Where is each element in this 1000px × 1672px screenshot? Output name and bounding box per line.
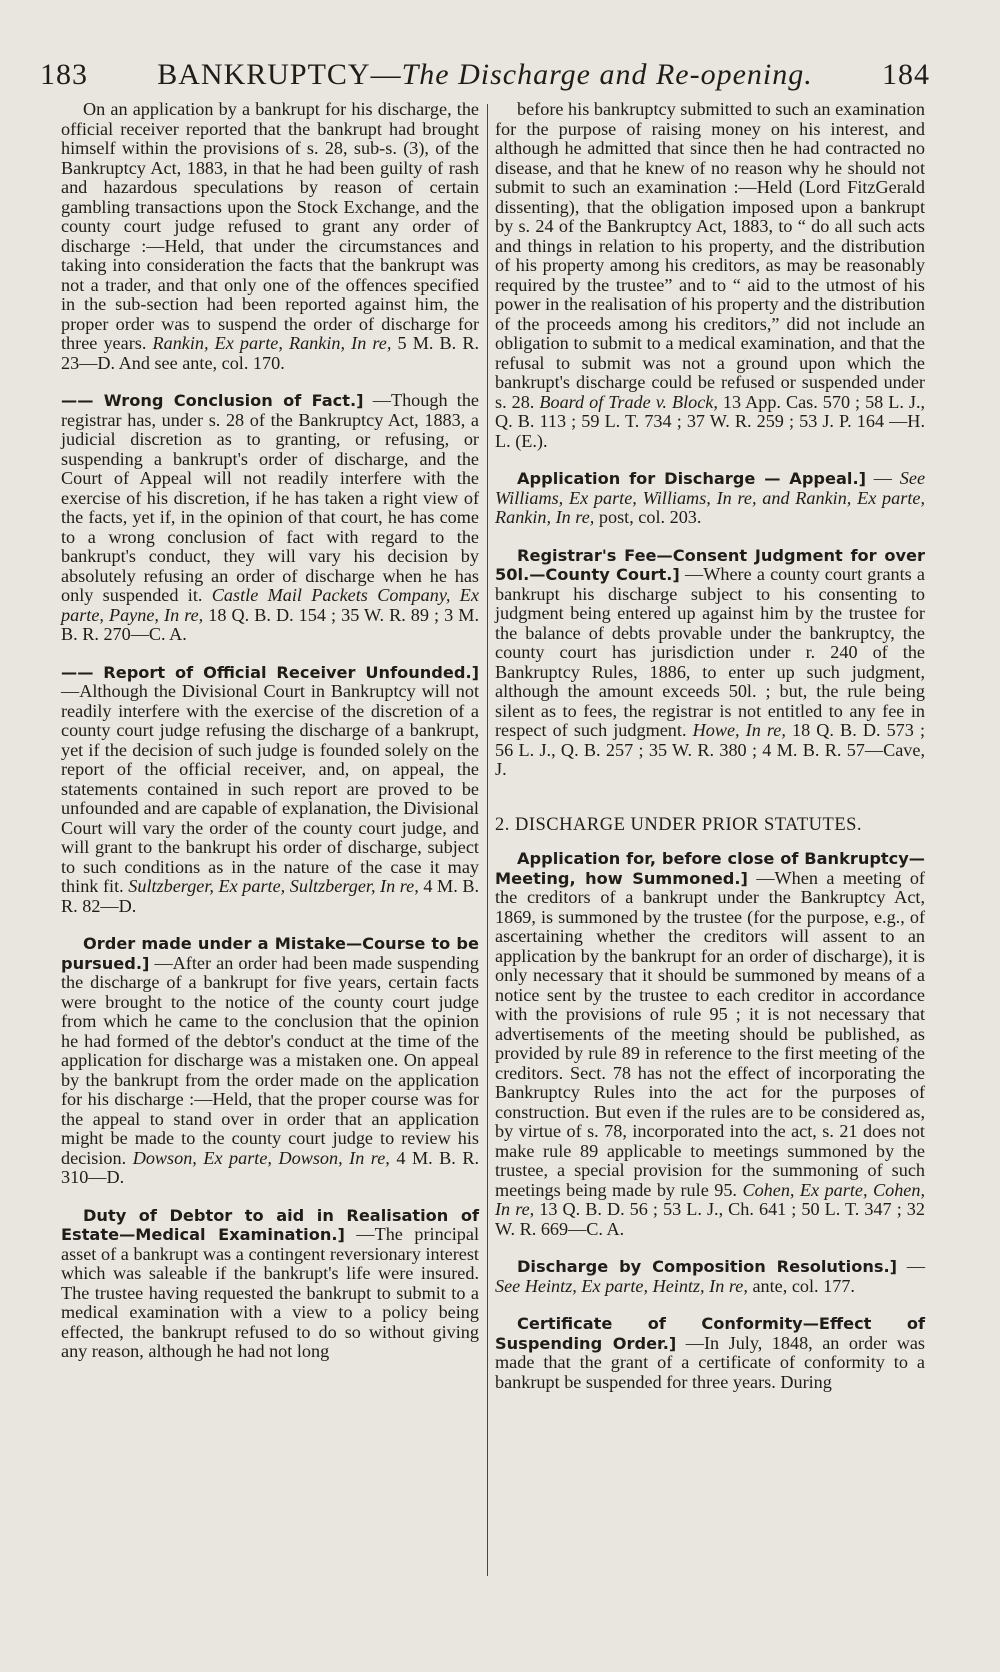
paragraph-heading: Application for, before close of Bankruptcy—Meeting, how Summoned.] — [495, 849, 925, 888]
paragraph — [61, 934, 479, 1188]
section-heading: 2. DISCHARGE UNDER PRIOR STATUTES. — [495, 814, 863, 835]
paragraph-text: — — [873, 468, 892, 488]
running-title — [40, 58, 930, 92]
paragraph — [495, 546, 925, 780]
paragraph-text: — — [906, 1256, 925, 1276]
case-citation: Castle Mail Packets Company, Ex parte, Payne, In re, — [61, 585, 479, 625]
paragraph-heading: Duty of Debtor to aid in Realisation of Estate—Medical Examination.] — [61, 1205, 479, 1244]
case-citation: Cohen, Ex parte, Cohen, In re, — [495, 1179, 926, 1219]
column-divider — [487, 104, 488, 1576]
right-column — [495, 100, 925, 1410]
paragraph — [61, 391, 479, 645]
paragraph — [495, 1314, 925, 1392]
running-title-italic: The Discharge and Re-opening. — [401, 58, 813, 91]
report-reference: 18 Q. B. D. 573 ; 56 L. J., Q. B. 257 ; 35 W. R. 380 ; 4 M. B. R. 57—Cave, J. — [495, 720, 926, 779]
report-reference: post, col. 203. — [598, 507, 702, 527]
paragraph — [495, 469, 925, 528]
paragraph — [495, 1257, 925, 1296]
running-title-main: BANKRUPTCY— — [157, 58, 402, 91]
case-citation: Board of Trade v. Block, — [539, 391, 718, 412]
paragraph — [61, 1206, 479, 1362]
paragraph-text: On an application by a bankrupt for his discharge, the official receiver reported that the bankrupt had brought himself within the provisions of s. 28, sub-s. (3), of the Bankruptcy Act, 1883, in that he had been guilty of rash and hazardous speculations by reason of certain gambling transactions upon the Stock Exchange, and the county court judge refused to grant any order of discharge :—Held, that under the circumstances and taking into consideration the facts that the bankrupt was not a trader, and that only one of the offences specified in the sub-section had been reported against him, the proper order was to suspend the order of discharge for three years. — [61, 99, 479, 353]
report-reference: ante, col. 177. — [752, 1275, 855, 1296]
case-citation: Sultzberger, Ex parte, Sultzberger, In re, — [128, 876, 419, 896]
page-number-left: 183 — [40, 58, 88, 91]
paragraph-text: —In July, 1848, an order was made that the grant of a certificate of conformity to a bankrupt be suspended for three years. During — [495, 1332, 926, 1392]
case-citation: See Heintz, Ex parte, Heintz, In re, — [495, 1275, 748, 1296]
case-citation: Dowson, Ex parte, Dowson, In re, — [132, 1147, 390, 1168]
report-reference: 4 M. B. R. 82—D. — [61, 876, 480, 916]
case-citation: Howe, In re, — [692, 720, 786, 740]
paragraph — [495, 100, 925, 451]
paragraph — [61, 100, 479, 373]
paragraph-heading: Discharge by Composition Resolutions.] — [517, 1257, 898, 1276]
paragraph-text: —After an order had been made suspending the discharge of a bankrupt for five years, certain facts were brought to the notice of the county court judge from which he came to the conclusion that the opinion he had formed of the debtor's conduct at the time of the application for discharge was a mistaken one. On appeal by the bankrupt from the order made on the application for his discharge :—Held, that the proper course was for the appeal to stand over in order that an application might be made to the county court judge to review his decision. — [61, 952, 480, 1168]
report-reference: 4 M. B. R. 310—D. — [61, 1147, 480, 1187]
paragraph-text: —Though the registrar has, under s. 28 of the Bankruptcy Act, 1883, a judicial discretion as to granting, or refusing, or suspending a bankrupt's order of discharge, and the Court of Appeal will not readily interfere with the exercise of his discretion, if he has taken a right view of the facts, yet if, in the opinion of that court, he has come to a wrong conclusion of fact with regard to the bankrupt's conduct, they will vary his decision by absolutely refusing an order of discharge when he has only suspended it. — [61, 390, 479, 605]
paragraph-text: —Although the Divisional Court in Bankruptcy will not readily interfere with the exercise of the discretion of a county court judge refusing the discharge of a bankrupt, yet if the decision of such judge is founded solely on the report of the official receiver, and, on appeal, the statements contained in such report are proved to be unfounded and are capable of explanation, the Divisional Court will vary the order of the county court judge, and will grant to the bankrupt his order of discharge, subject to such conditions as in the nature of the case it may think fit. — [61, 681, 479, 896]
left-column — [61, 100, 479, 1380]
case-citation: See Williams, Ex parte, Williams, In re, and Rankin, Ex parte, Rankin, In re, — [495, 468, 926, 527]
paragraph-heading: Certificate of Conformity—Effect of Suspending Order.] — [495, 1314, 925, 1353]
paragraph-text: —When a meeting of the creditors of a bankrupt under the Bankruptcy Act, 1869, is summoned by the trustee (for the purpose, e.g., of ascertaining whether the creditors will assent to an application by the bankrupt for an order of discharge), it is only necessary that it should be summoned by means of a notice sent by the trustee to each creditor in accordance with the provisions of rule 95 ; it is not necessary that advertisements of the meeting should be published, as provided by rule 89 in reference to the first meeting of the creditors. Sect. 78 has not the effect of incorporating the Bankruptcy Rules into the act for the purposes of construction. But even if the rules are to be considered as, by virtue of s. 78, incorporated into the act, s. 21 does not make rule 89 applicable to meetings summoned by the trustee, a special provision for the summoning of such meetings being made by rule 95. — [495, 867, 925, 1200]
report-reference: 13 App. Cas. 570 ; 58 L. J., Q. B. 113 ; 59 L. T. 734 ; 37 W. R. 259 ; 53 J. P. 164 —H. L. (E.). — [495, 391, 926, 451]
paragraph — [61, 663, 479, 917]
report-reference: 18 Q. B. D. 154 ; 35 W. R. 89 ; 3 M. B. R. 270—C. A. — [61, 604, 479, 644]
paragraph — [495, 849, 925, 1239]
paragraph-heading: —— Wrong Conclusion of Fact.] — [61, 391, 364, 410]
paragraph-text: —The principal asset of a bankrupt was a contingent reversionary interest which was saleable if the bankrupt's life were insured. The trustee having requested the bankrupt to submit to a medical examination with a view to a policy being effected, the bankrupt refused to do so without giving any reason, although he had not long — [61, 1224, 480, 1361]
paragraph-text: —Where a county court grants a bankrupt his discharge subject to his consenting to judgment being entered up against him by the trustee for the balance of debts provable under the bankruptcy, the county court has jurisdiction under r. 240 of the Bankruptcy Rules, 1886, to enter up such judgment, although the amount exceeds 50l. ; but, the rule being silent as to fees, the registrar is not entitled to any fee in respect of such judgment. — [495, 564, 925, 740]
page-number-right: 184 — [882, 58, 930, 91]
report-reference: 13 Q. B. D. 56 ; 53 L. J., Ch. 641 ; 50 L. T. 347 ; 32 W. R. 669—C. A. — [495, 1199, 925, 1239]
paragraph-heading: Order made under a Mistake—Course to be pursued.] — [61, 934, 479, 973]
case-citation: Rankin, Ex parte, Rankin, In re, — [152, 333, 392, 353]
paragraph-text: before his bankruptcy submitted to such an examination for the purpose of raising money on his interest, and although he admitted that since then he had contracted no disease, and that he knew of no reason why he should not submit to such an examination :—Held (Lord FitzGerald dissenting), that the obligation imposed upon a bankrupt by s. 24 of the Bankruptcy Act, 1883, to “ do all such acts and things in relation to his property, and the distribution of his property among his creditors, as may be reasonably required by the trustee” and to “ aid to the utmost of his power in the realisation of his property and the distribution of the proceeds among his creditors,” did not include an obligation to submit to a medical examination, and that the refusal to submit was not a ground upon which the bankrupt's discharge could be refused or suspended under s. 28. — [495, 99, 925, 412]
paragraph-heading: Application for Discharge — Appeal.] — [517, 469, 866, 488]
paragraph-heading: Registrar's Fee—Consent Judgment for over 50l.—County Court.] — [495, 545, 925, 584]
page-header — [40, 48, 930, 98]
paragraph-heading: —— Report of Official Receiver Unfounded.] — [61, 662, 479, 682]
report-reference: 5 M. B. R. 23—D. And see ante, col. 170. — [61, 333, 480, 373]
